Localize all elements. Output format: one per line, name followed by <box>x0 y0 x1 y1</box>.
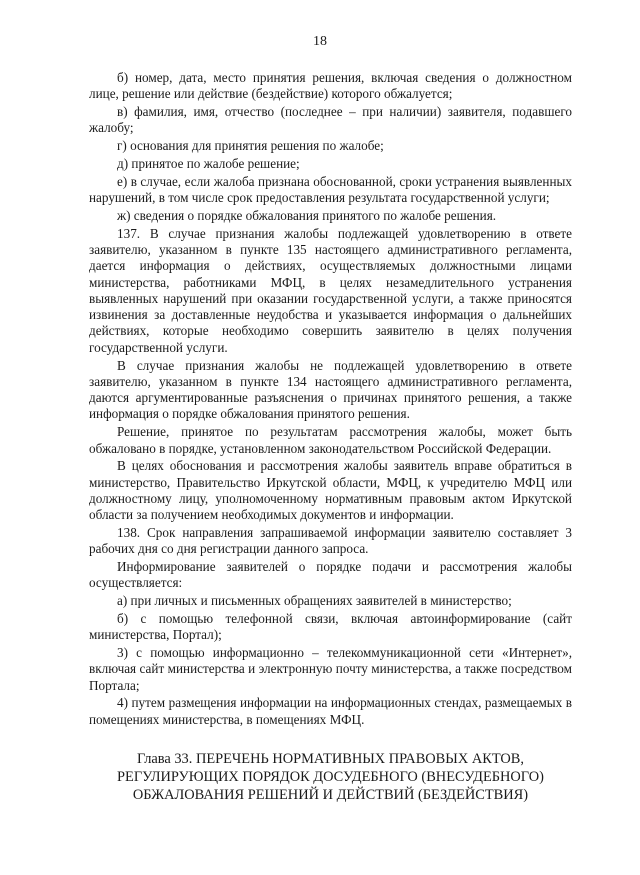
paragraph-g: г) основания для принятия решения по жалобе; <box>117 138 384 154</box>
paragraph-b: б) номер, дата, место принятия решения, включая сведения о должностном лице, решение или действие (бездействие) которого обжалуется; <box>89 70 572 102</box>
list-item-a: а) при личных и письменных обращениях заявителей в министерство; <box>117 593 512 609</box>
paragraph-v: в) фамилия, имя, отчество (последнее – при наличии) заявителя, подавшего жалобу; <box>89 104 572 136</box>
chapter-heading-line-2: РЕГУЛИРУЮЩИХ ПОРЯДОК ДОСУДЕБНОГО (ВНЕСУДЕБНОГО) <box>117 769 544 786</box>
list-item-b: б) с помощью телефонной связи, включая автоинформирование (сайт министерства, Портал); <box>89 611 572 643</box>
paragraph-informing: Информирование заявителей о порядке подачи и рассмотрения жалобы осуществляется: <box>89 559 572 591</box>
paragraph-rejection: В случае признания жалобы не подлежащей удовлетворению в ответе заявителю, указанном в пункте 134 настоящего административного регламента, даются аргументированные разъяснения о причинах принятого решения, а также информация о порядке обжалования принятого решения. <box>89 357 572 422</box>
document-body <box>89 70 572 804</box>
paragraph-138: 138. Срок направления запрашиваемой информации заявителю составляет 3 рабочих дня со дня регистрации данного запроса. <box>89 525 572 557</box>
page-number: 18 <box>313 34 327 49</box>
chapter-heading-line-1: Глава 33. ПЕРЕЧЕНЬ НОРМАТИВНЫХ ПРАВОВЫХ АКТОВ, <box>136 751 525 768</box>
paragraph-e: е) в случае, если жалоба признана обоснованной, сроки устранения выявленных нарушений, в том числе срок предоставления результата государственной услуги; <box>89 173 572 206</box>
list-item-4: 4) путем размещения информации на информационных стендах, размещаемых в помещениях министерства, в помещениях МФЦ. <box>89 695 572 727</box>
paragraph-appeal: Решение, принятое по результатам рассмотрения жалобы, может быть обжаловано в порядке, установленном законодательством Российской Федерации. <box>89 424 572 456</box>
paragraph-d: д) принятое по жалобе решение; <box>117 155 300 171</box>
chapter-heading <box>89 750 572 804</box>
chapter-heading-line-3: ОБЖАЛОВАНИЯ РЕШЕНИЙ И ДЕЙСТВИЙ (БЕЗДЕЙСТВИЯ) <box>132 787 529 804</box>
list-item-3: 3) с помощью информационно – телекоммуникационной сети «Интернет», включая сайт министерства и электронную почту министерства, а также посредством Портала; <box>89 645 572 693</box>
paragraph-justification: В целях обоснования и рассмотрения жалобы заявитель вправе обратиться в министерство, Правительство Иркутской области, МФЦ, к учредителю МФЦ или должностному лицу, уполномоченному нормативным правовым актом Иркутской области за получением необходимых документов и информации. <box>89 458 572 523</box>
paragraph-137: 137. В случае признания жалобы подлежащей удовлетворению в ответе заявителю, указанном в пункте 135 настоящего административного регламента, дается информация о действиях, осуществляемых должностными лицами министерства, работниками МФЦ, в целях незамедлительного устранения выявленных нарушений при оказании государственной услуги, а также приносятся извинения за доставленные неудобства и указывается информация о дальнейших действиях, которые необходимо совершить заявителю в целях получения государственной услуги. <box>89 225 572 355</box>
paragraph-zh: ж) сведения о порядке обжалования принятого по жалобе решения. <box>117 207 497 223</box>
